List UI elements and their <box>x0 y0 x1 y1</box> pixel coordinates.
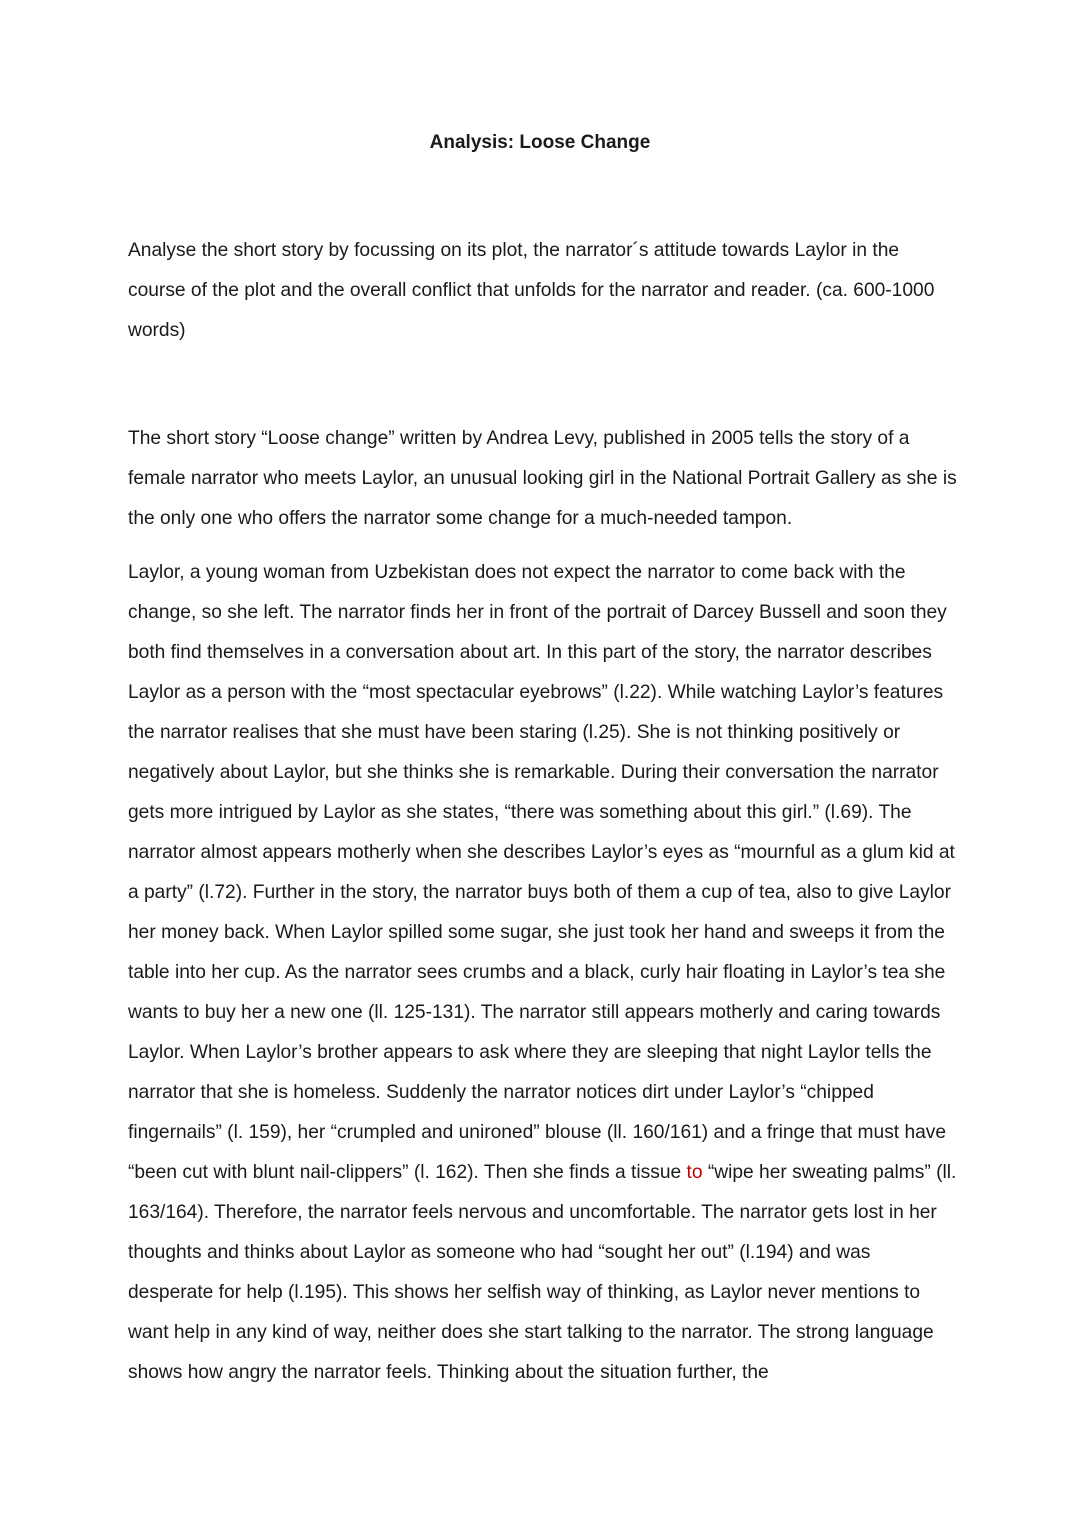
main-paragraph-part-2: “wipe her sweating palms” (ll. 163/164). Therefore, the narrator feels nervous and uncomfortable. The narrator gets lost in her thoughts and thinks about Laylor as someone who had “sought her out” (l.194) and was desperate for help (l.195). This shows her selfish way of thinking, as Laylor never mentions to want help in any kind of way, neither does she start talking to the narrator. The strong language shows how angry the narrator feels. Thinking about the situation further, the <box>128 1162 957 1383</box>
highlighted-word: to <box>686 1162 703 1183</box>
document-title: Analysis: Loose Change <box>429 132 651 153</box>
task-instruction: Analyse the short story by focussing on its plot, the narrator´s attitude towards Laylor in the course of the plot and the overall conflict that unfolds for the narrator and reader. (ca. 600-1000 words) <box>128 240 935 341</box>
main-paragraph <box>128 553 958 1393</box>
main-paragraph-part-1: Laylor, a young woman from Uzbekistan does not expect the narrator to come back with the change, so she left. The narrator finds her in front of the portrait of Darcey Bussell and soon they both find themselves in a conversation about art. In this part of the story, the narrator describes Laylor as a person with the “most spectacular eyebrows” (l.22). While watching Laylor’s features the narrator realises that she must have been staring (l.25). She is not thinking positively or negatively about Laylor, but she thinks she is remarkable. During their conversation the narrator gets more intrigued by Laylor as she states, “there was something about this girl.” (l.69). The narrator almost appears motherly when she describes Laylor’s eyes as “mournful as a glum kid at a party” (l.72). Further in the story, the narrator buys both of them a cup of tea, also to give Laylor her money back. When Laylor spilled some sugar, she just took her hand and sweeps it from the table into her cup. As the narrator sees crumbs and a black, curly hair floating in Laylor’s tea she wants to buy her a new one (ll. 125-131). The narrator still appears motherly and caring towards Laylor. When Laylor’s brother appears to ask where they are sleeping that night Laylor tells the narrator that she is homeless. Suddenly the narrator notices dirt under Laylor’s “chipped fingernails” (l. 159), her “crumpled and unironed” blouse (ll. 160/161) and a fringe that must have “been cut with blunt nail-clippers” (l. 162). Then she finds a tissue <box>128 562 955 1183</box>
intro-paragraph: The short story “Loose change” written by Andrea Levy, published in 2005 tells the story of a female narrator who meets Laylor, an unusual looking girl in the National Portrait Gallery as she is the only one who offers the narrator some change for a much-needed tampon. <box>128 428 957 529</box>
